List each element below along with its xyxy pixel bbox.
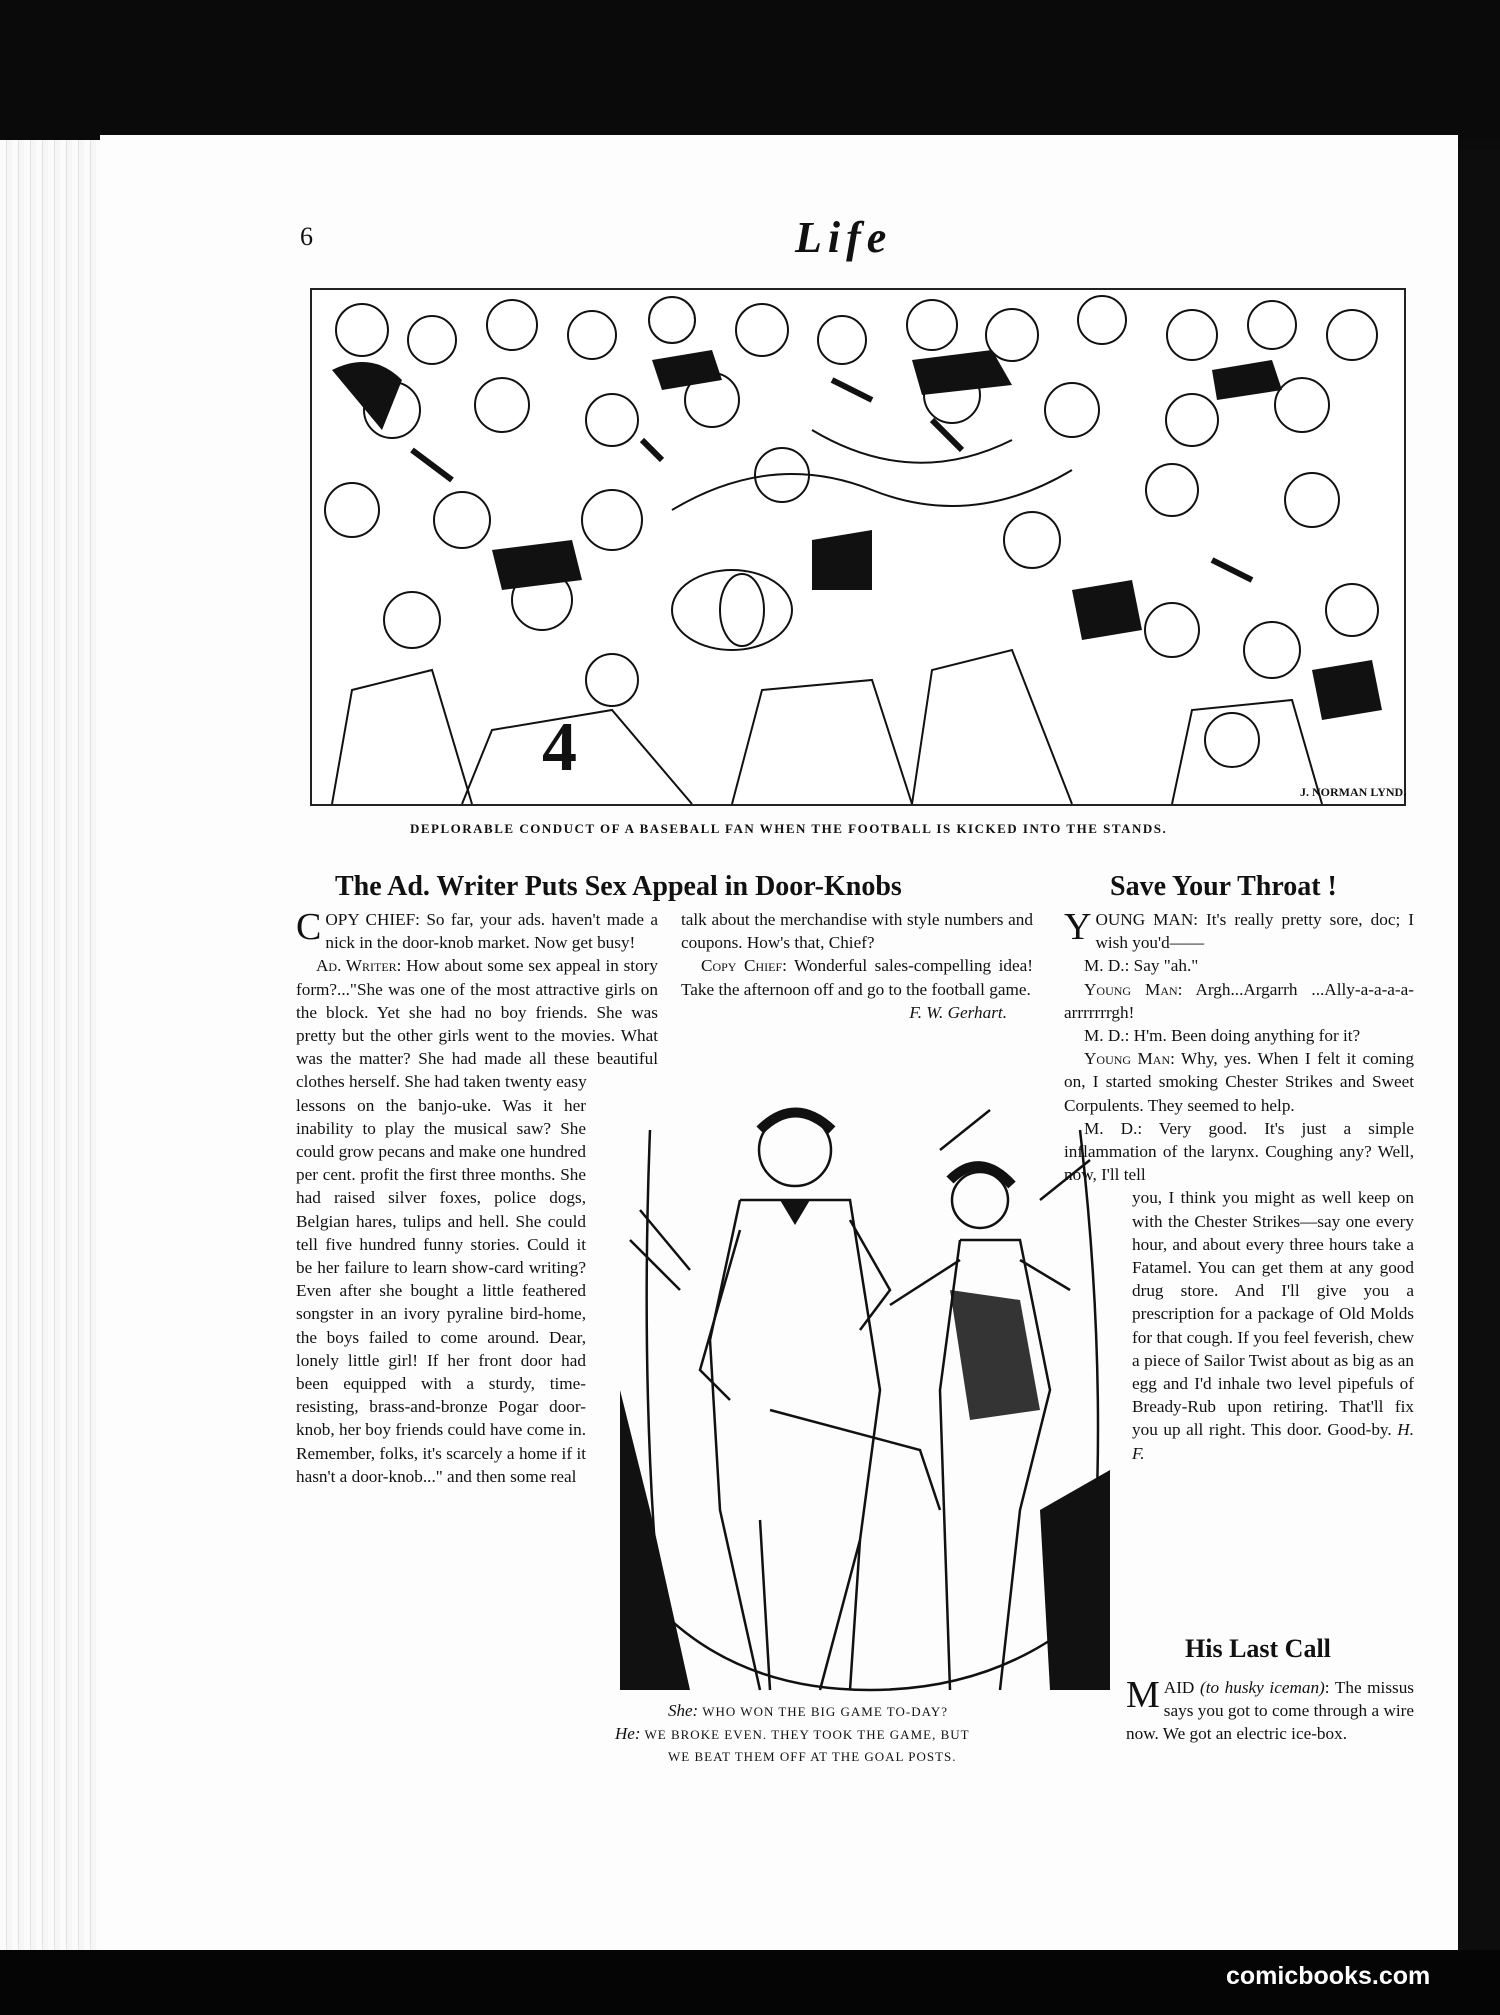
ad-paragraph-1: OPY CHIEF: So far, your ads. haven't made a nick in the door-knob market. Now get busy! — [325, 910, 658, 953]
throat-paragraph-6b: you, I think you might as well keep on with the Chester Strikes—say one every hour, and about every three hours take a Fatamel. You can get them at any good drug store. And I'll give you a prescription for a package of Old Molds for that cough. If you feel feverish, chew a piece of Sailor Twist about as big as an egg and I'd inhale two level pipefuls of Bready-Rub upon retiring. That'll fix you up all right. This door. Good-by. — [1132, 1188, 1414, 1440]
ad-article-column-2 — [681, 908, 1033, 1024]
ad-speaker-chief: Copy Chief: — [701, 956, 787, 976]
couple-illustration — [620, 1090, 1110, 1700]
crowd-illustration-caption: DEPLORABLE CONDUCT OF A BASEBALL FAN WHEN THE FOOTBALL IS KICKED INTO THE STANDS. — [410, 821, 1168, 836]
caption-speaker-she: She: — [668, 1701, 699, 1720]
site-watermark: comicbooks.com — [1226, 1962, 1431, 1990]
ad-paragraph-3: talk about the merchandise with style numbers and coupons. How's that, Chief? — [681, 910, 1033, 953]
throat-paragraph-3: Argh...Argarrh ...Ally-a-a-a-a-arrrrrrrgh! — [1064, 979, 1414, 1022]
headline-his-last-call: His Last Call — [1185, 1634, 1331, 1663]
dropcap-m: M — [1126, 1674, 1160, 1716]
caption-he-line-1: WE BROKE EVEN. THEY TOOK THE GAME, BUT — [644, 1727, 970, 1742]
last-call-text-a: AID — [1163, 1678, 1200, 1697]
page-number: 6 — [300, 222, 313, 251]
ad-article-column-1 — [296, 908, 658, 1488]
ad-paragraph-2b: lessons on the banjo-uke. Was it her inability to play the musical saw? She could grow pecans and make one hundred per cent. profit the first three months. She had raised silver foxes, police dogs, Belgian hares, tulips and hell. She could tell five hundred funny stories. Could it be her failure to learn show-card writing? Even after she bought a little feathered songster in an ivory pyraline bird-home, the boys failed to come around. Dear, lonely little girl! If her front door had been equipped with a sturdy, time-resisting, brass-and-bronze Pogar door-knob, her boy friends could have come in. Remember, folks, it's scarcely a home if it hasn't a door-knob..." and then some real — [296, 1095, 586, 1486]
ad-paragraph-2a: How about some sex appeal in story form?..."She was one of the most attractive girls on the block. Yet she had no boy friends. She was pretty but the other girls went to the movies. What was the matter? She had made all these beautiful clothes herself. She had taken twenty easy — [296, 956, 658, 1092]
ad-byline: F. W. Gerhart. — [909, 1002, 1007, 1022]
last-call-article — [1126, 1676, 1414, 1746]
ad-paragraph-4: Wonderful sales-compelling idea! Take the afternoon off and go to the football game. — [681, 956, 1033, 999]
throat-paragraph-5: Why, yes. When I felt it coming on, I started smoking Chester Strikes and Sweet Corpulents. They seemed to help. — [1064, 1049, 1414, 1115]
book-page-edges — [0, 140, 100, 1960]
last-call-text-b: : The missus says you got to come through a wire now. We got an electric ice-box. — [1126, 1678, 1414, 1744]
dropcap-c: C — [296, 906, 322, 948]
masthead: Life — [795, 213, 893, 262]
throat-paragraph-2: M. D.: Say "ah." — [1084, 956, 1199, 976]
artist-signature: J. NORMAN LYND. — [1300, 785, 1407, 799]
caption-she-line: WHO WON THE BIG GAME TO-DAY? — [702, 1704, 948, 1719]
dropcap-y: Y — [1064, 906, 1092, 948]
throat-byline: H. F. — [1132, 1420, 1415, 1463]
crowd-illustration — [310, 288, 1406, 806]
headline-ad-writer: The Ad. Writer Puts Sex Appeal in Door-Knobs — [335, 871, 902, 902]
throat-article-column — [1064, 908, 1414, 1465]
crowd-drawing — [312, 290, 1407, 804]
couple-illustration-caption — [615, 1700, 1095, 1768]
couple-drawing — [620, 1090, 1110, 1700]
headline-save-your-throat: Save Your Throat ! — [1110, 871, 1337, 902]
ad-speaker-writer: Ad. Writer: — [316, 956, 402, 976]
jersey-number: 4 — [542, 709, 577, 786]
book-gutter — [1458, 150, 1500, 1950]
throat-speaker-young-man-2: Young Man: — [1084, 1049, 1175, 1069]
scan-background-top — [0, 0, 1500, 140]
throat-paragraph-4: M. D.: H'm. Been doing anything for it? — [1084, 1026, 1361, 1046]
last-call-stage-direction: (to husky iceman) — [1199, 1678, 1325, 1697]
throat-paragraph-6: M. D.: Very good. It's just a simple inflammation of the larynx. Coughing any? Well, now, I'll tell — [1064, 1118, 1414, 1185]
throat-paragraph-1: OUNG MAN: It's really pretty sore, doc; I wish you'd—— — [1095, 910, 1414, 953]
caption-speaker-he: He: — [615, 1724, 641, 1743]
throat-speaker-young-man-1: Young Man: — [1084, 979, 1183, 999]
caption-he-line-2: WE BEAT THEM OFF AT THE GOAL POSTS. — [668, 1749, 957, 1764]
